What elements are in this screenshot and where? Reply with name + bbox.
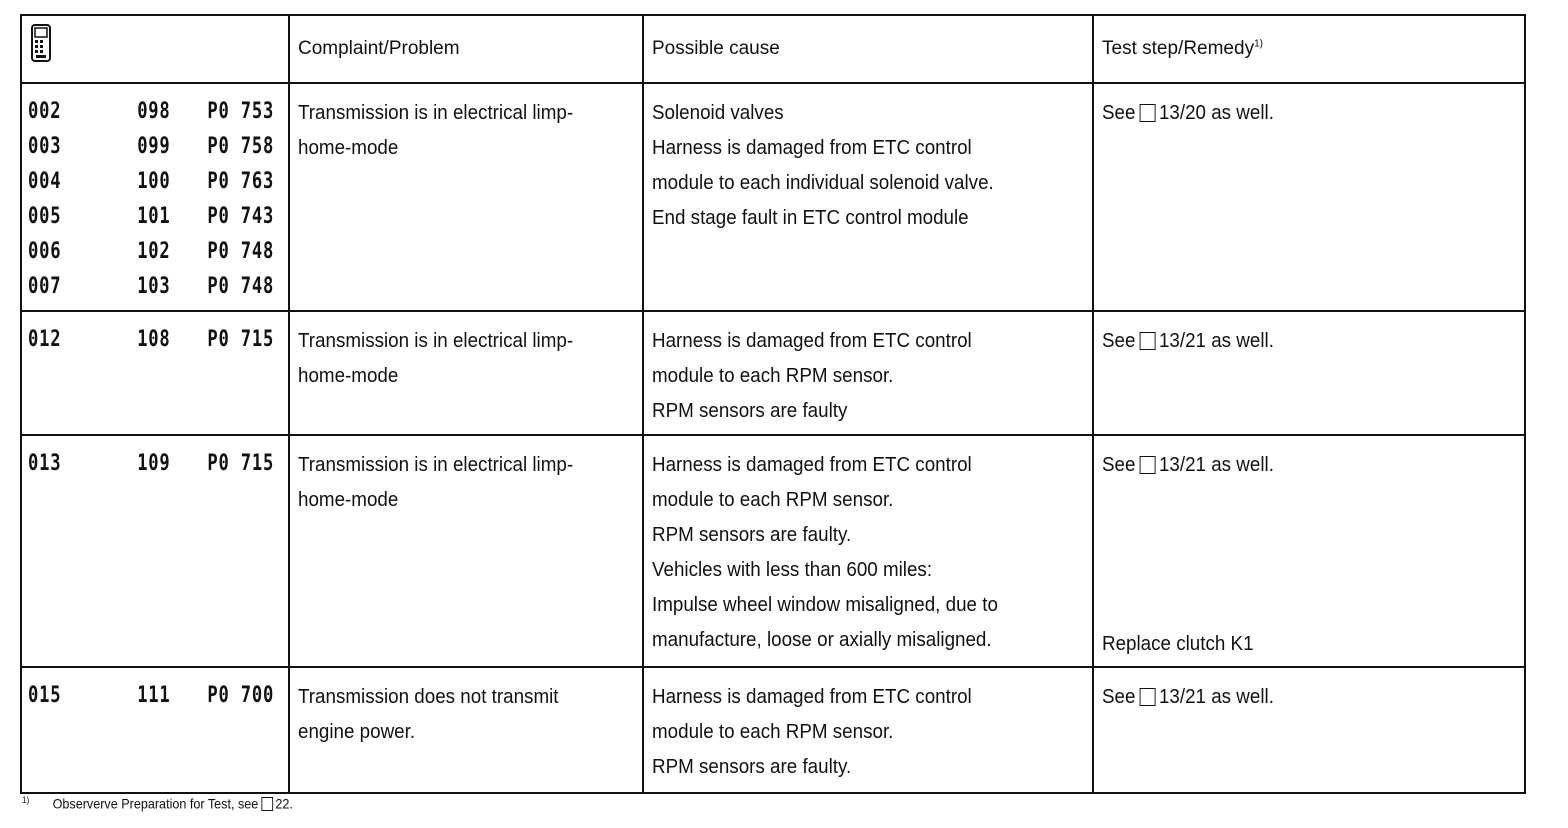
code-number: 015: [28, 683, 62, 708]
remedy-reference: 13/21 as well.: [1158, 330, 1274, 352]
remedy-reference: 13/20 as well.: [1158, 102, 1274, 124]
remedy-reference: 13/21 as well.: [1158, 686, 1274, 708]
text-line: Transmission is in electrical limp-: [298, 454, 574, 476]
text-line: engine power.: [298, 721, 416, 743]
code-line: [28, 269, 285, 304]
reference-box-icon: [1139, 456, 1155, 474]
text-line: module to each individual solenoid valve.: [652, 172, 994, 194]
obd-code: P0 700: [207, 683, 275, 708]
code-line: [28, 94, 285, 129]
code-number: 012: [28, 327, 62, 352]
code-number: 101: [137, 204, 171, 229]
text-line: End stage fault in ETC control module: [652, 207, 969, 229]
text-line: RPM sensors are faulty.: [652, 524, 852, 546]
header-remedy-wrap: [1102, 38, 1263, 60]
cause-cell: [642, 312, 1092, 434]
complaint-text: [298, 680, 559, 750]
remedy-extra: Replace clutch K1: [1102, 633, 1254, 655]
remedy-prefix: See: [1102, 686, 1136, 708]
codes-cell: [22, 84, 288, 310]
text-line: module to each RPM sensor.: [652, 365, 894, 387]
code-line: [28, 322, 285, 357]
cause-cell: [642, 436, 1092, 666]
code-number: 103: [137, 274, 171, 299]
remedy-prefix: See: [1102, 454, 1136, 476]
obd-code: P0 748: [207, 274, 275, 299]
codes-cell: [22, 436, 288, 666]
remedy-prefix: See: [1102, 330, 1136, 352]
obd-code: P0 758: [207, 134, 275, 159]
cause-text: [652, 324, 972, 429]
table-row: [22, 312, 1524, 436]
code-number: 109: [137, 451, 171, 476]
text-line: module to each RPM sensor.: [652, 721, 894, 743]
footnote-reference: 22.: [275, 795, 293, 812]
text-line: Harness is damaged from ETC control: [652, 686, 972, 708]
code-number: 004: [28, 169, 62, 194]
text-line: Harness is damaged from ETC control: [652, 454, 972, 476]
header-complaint-cell: [288, 16, 642, 82]
remedy-cell: [1092, 668, 1524, 794]
obd-code: P0 743: [207, 204, 275, 229]
code-number: 108: [137, 327, 171, 352]
code-number: 102: [137, 239, 171, 264]
remedy-cell: [1092, 84, 1524, 310]
table-row: [22, 668, 1524, 794]
obd-code: P0 748: [207, 239, 275, 264]
obd-code: P0 763: [207, 169, 275, 194]
text-line: module to each RPM sensor.: [652, 489, 894, 511]
table-header-row: [22, 16, 1524, 84]
remedy-text: [1102, 448, 1274, 483]
obd-code: P0 753: [207, 99, 275, 124]
cause-text: [652, 448, 998, 658]
text-line: Harness is damaged from ETC control: [652, 137, 972, 159]
code-number: 007: [28, 274, 62, 299]
code-number: 098: [137, 99, 171, 124]
complaint-text: [298, 448, 573, 518]
remedy-prefix: See: [1102, 102, 1136, 124]
remedy-cell: [1092, 312, 1524, 434]
complaint-text: [298, 324, 573, 394]
footnote-text: Observerve Preparation for Test, see: [52, 795, 259, 812]
complaint-cell: [288, 668, 642, 794]
text-line: Transmission is in electrical limp-: [298, 330, 574, 352]
text-line: Transmission is in electrical limp-: [298, 102, 574, 124]
cause-text: [652, 680, 972, 785]
header-complaint: Complaint/Problem: [298, 38, 460, 59]
complaint-cell: [288, 84, 642, 310]
header-footnote-mark: 1): [1254, 38, 1263, 50]
text-line: home-mode: [298, 489, 399, 511]
cause-cell: [642, 668, 1092, 794]
code-number: 003: [28, 134, 62, 159]
codes-cell: [22, 668, 288, 794]
codes-cell: [22, 312, 288, 434]
cause-text: [652, 96, 994, 236]
text-line: home-mode: [298, 137, 399, 159]
header-remedy-cell: [1092, 16, 1524, 82]
remedy-cell: [1092, 436, 1524, 666]
code-number: 002: [28, 99, 62, 124]
complaint-cell: [288, 436, 642, 666]
table-row: [22, 436, 1524, 668]
reference-box-icon: [1139, 688, 1155, 706]
text-line: Solenoid valves: [652, 102, 784, 124]
code-number: 006: [28, 239, 62, 264]
obd-code: P0 715: [207, 451, 275, 476]
footnote: [22, 795, 293, 812]
header-cause-cell: [642, 16, 1092, 82]
text-line: manufacture, loose or axially misaligned.: [652, 629, 992, 651]
text-line: RPM sensors are faulty: [652, 400, 848, 422]
code-number: 005: [28, 204, 62, 229]
text-line: Impulse wheel window misaligned, due to: [652, 594, 998, 616]
remedy-reference: 13/21 as well.: [1158, 454, 1274, 476]
fault-code-table: [20, 14, 1526, 794]
text-line: Harness is damaged from ETC control: [652, 330, 972, 352]
code-line: [28, 678, 285, 713]
code-number: 013: [28, 451, 62, 476]
obd-code: P0 715: [207, 327, 275, 352]
cause-cell: [642, 84, 1092, 310]
remedy-text: [1102, 324, 1274, 359]
code-line: [28, 199, 285, 234]
complaint-text: [298, 96, 573, 166]
reference-box-icon: [1139, 104, 1155, 122]
reference-box-icon: [1139, 332, 1155, 350]
remedy-text: [1102, 96, 1274, 131]
code-number: 111: [137, 683, 171, 708]
text-line: Transmission does not transmit: [298, 686, 559, 708]
complaint-cell: [288, 312, 642, 434]
header-cause: Possible cause: [652, 38, 780, 59]
diagnostic-tester-icon: [30, 24, 52, 62]
code-line: [28, 234, 285, 269]
text-line: RPM sensors are faulty.: [652, 756, 852, 778]
footnote-mark: 1): [22, 795, 30, 805]
code-line: [28, 446, 285, 481]
code-number: 100: [137, 169, 171, 194]
text-line: home-mode: [298, 365, 399, 387]
code-number: 099: [137, 134, 171, 159]
header-remedy: Test step/Remedy: [1102, 38, 1255, 59]
code-line: [28, 129, 285, 164]
text-line: Vehicles with less than 600 miles:: [652, 559, 933, 581]
reference-box-icon: [261, 797, 273, 811]
code-line: [28, 164, 285, 199]
remedy-text: [1102, 680, 1274, 715]
header-codes-cell: [22, 16, 288, 82]
table-row: [22, 84, 1524, 312]
